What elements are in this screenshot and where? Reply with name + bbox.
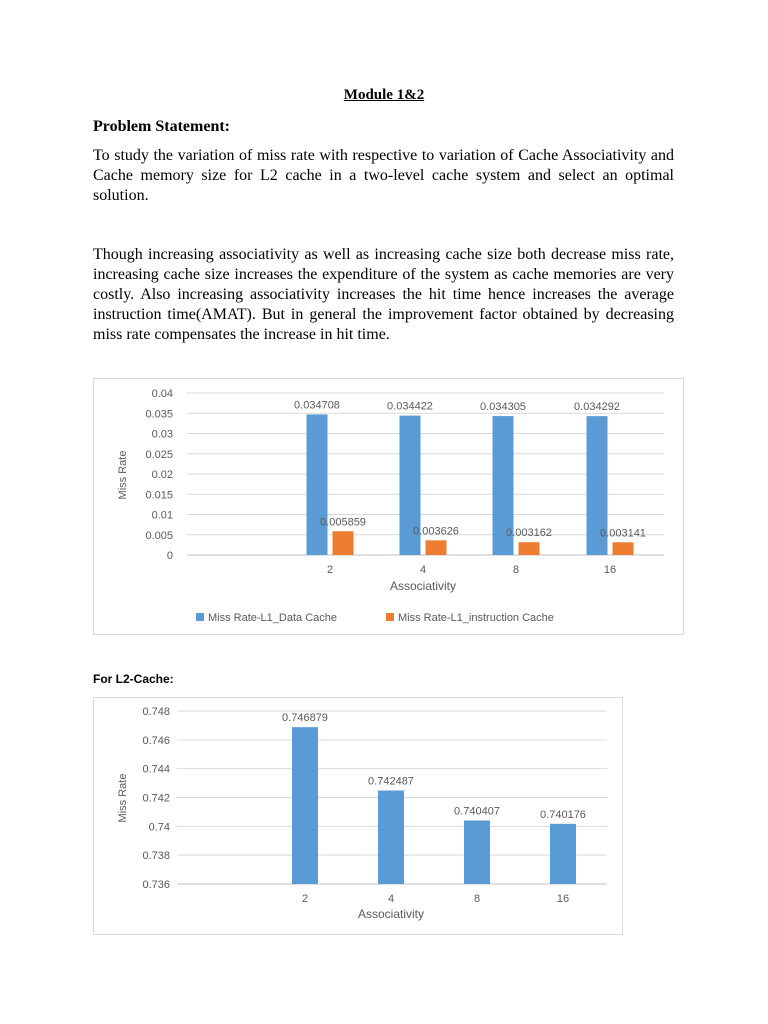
l2-miss-rate-chart [93, 697, 623, 935]
y-tick-label: 0.005 [145, 529, 173, 542]
x-tick-label: 2 [326, 564, 334, 576]
y-tick-label: 0.74 [148, 821, 170, 834]
bar-secondary [519, 542, 540, 555]
y-tick-label: 0.742 [142, 792, 170, 805]
bar-primary [464, 820, 490, 884]
y-tick-label: 0.746 [142, 734, 170, 747]
data-label: 0.005859 [320, 516, 366, 529]
y-tick-label: 0.015 [145, 489, 173, 502]
x-axis-label: Associativity [389, 579, 457, 593]
bar-primary [292, 727, 318, 884]
data-label: 0.746879 [282, 712, 328, 725]
y-tick-label: 0.744 [142, 763, 170, 776]
bar-primary [378, 790, 404, 884]
x-tick-label: 16 [556, 893, 570, 905]
x-tick-label: 4 [419, 564, 427, 576]
x-tick-label: 2 [301, 893, 309, 905]
legend-swatch [386, 613, 394, 621]
legend-label: Miss Rate-L1_Data Cache [208, 612, 338, 624]
l1-chart-svg [94, 379, 683, 634]
data-label: 0.740176 [540, 808, 586, 821]
legend-label: Miss Rate-L1_instruction Cache [398, 612, 554, 624]
l2-chart-svg [94, 698, 622, 934]
y-tick-label: 0 [166, 550, 173, 562]
y-tick-label: 0.01 [151, 509, 173, 522]
l1-miss-rate-chart [93, 378, 684, 635]
data-label: 0.740407 [454, 805, 500, 818]
bar-primary [307, 414, 328, 555]
discussion-paragraph: Though increasing associativity as well as increasing cache size both decrease miss rate, increasing cache size increases the expenditure of the system as cache memories are very costly. Also increasing associativity increases the hit time hence increases the average instruction time(AMAT). But in general the improvement factor obtained by decreasing miss rate compensates the increase in hit time. [93, 246, 674, 343]
y-tick-label: 0.025 [145, 448, 173, 461]
y-tick-label: 0.748 [142, 706, 170, 718]
y-axis-label: Miss Rate [117, 773, 129, 823]
data-label: 0.003162 [506, 527, 552, 540]
bar-secondary [613, 542, 634, 555]
y-tick-label: 0.736 [142, 879, 170, 891]
y-tick-label: 0.04 [151, 388, 173, 400]
data-label: 0.034292 [574, 401, 620, 414]
bar-secondary [333, 531, 354, 555]
l2-cache-label: For L2-Cache: [93, 672, 174, 686]
legend-swatch [196, 613, 204, 621]
data-label: 0.742487 [368, 775, 414, 788]
data-label: 0.034422 [387, 400, 433, 413]
y-tick-label: 0.035 [145, 408, 173, 421]
y-tick-label: 0.03 [151, 428, 173, 441]
y-axis-label: Miss Rate [117, 450, 129, 500]
y-tick-label: 0.738 [142, 850, 170, 863]
x-tick-label: 16 [603, 564, 617, 576]
x-axis-label: Associativity [357, 907, 425, 921]
x-tick-label: 8 [473, 893, 481, 905]
bar-primary [550, 824, 576, 884]
data-label: 0.003141 [600, 527, 646, 540]
bar-secondary [426, 540, 447, 555]
x-tick-label: 4 [387, 893, 395, 905]
page-title: Module 1&2 [343, 87, 425, 103]
data-label: 0.034305 [480, 401, 526, 414]
problem-statement-paragraph: To study the variation of miss rate with respective to variation of Cache Associativity and Cache memory size for L2 cache in a two-level cache system and select an optimal solution. [93, 147, 674, 204]
y-tick-label: 0.02 [151, 469, 173, 481]
x-tick-label: 8 [512, 564, 520, 576]
section-heading: Problem Statement: [93, 118, 230, 135]
data-label: 0.034708 [294, 399, 340, 412]
data-label: 0.003626 [413, 525, 459, 538]
